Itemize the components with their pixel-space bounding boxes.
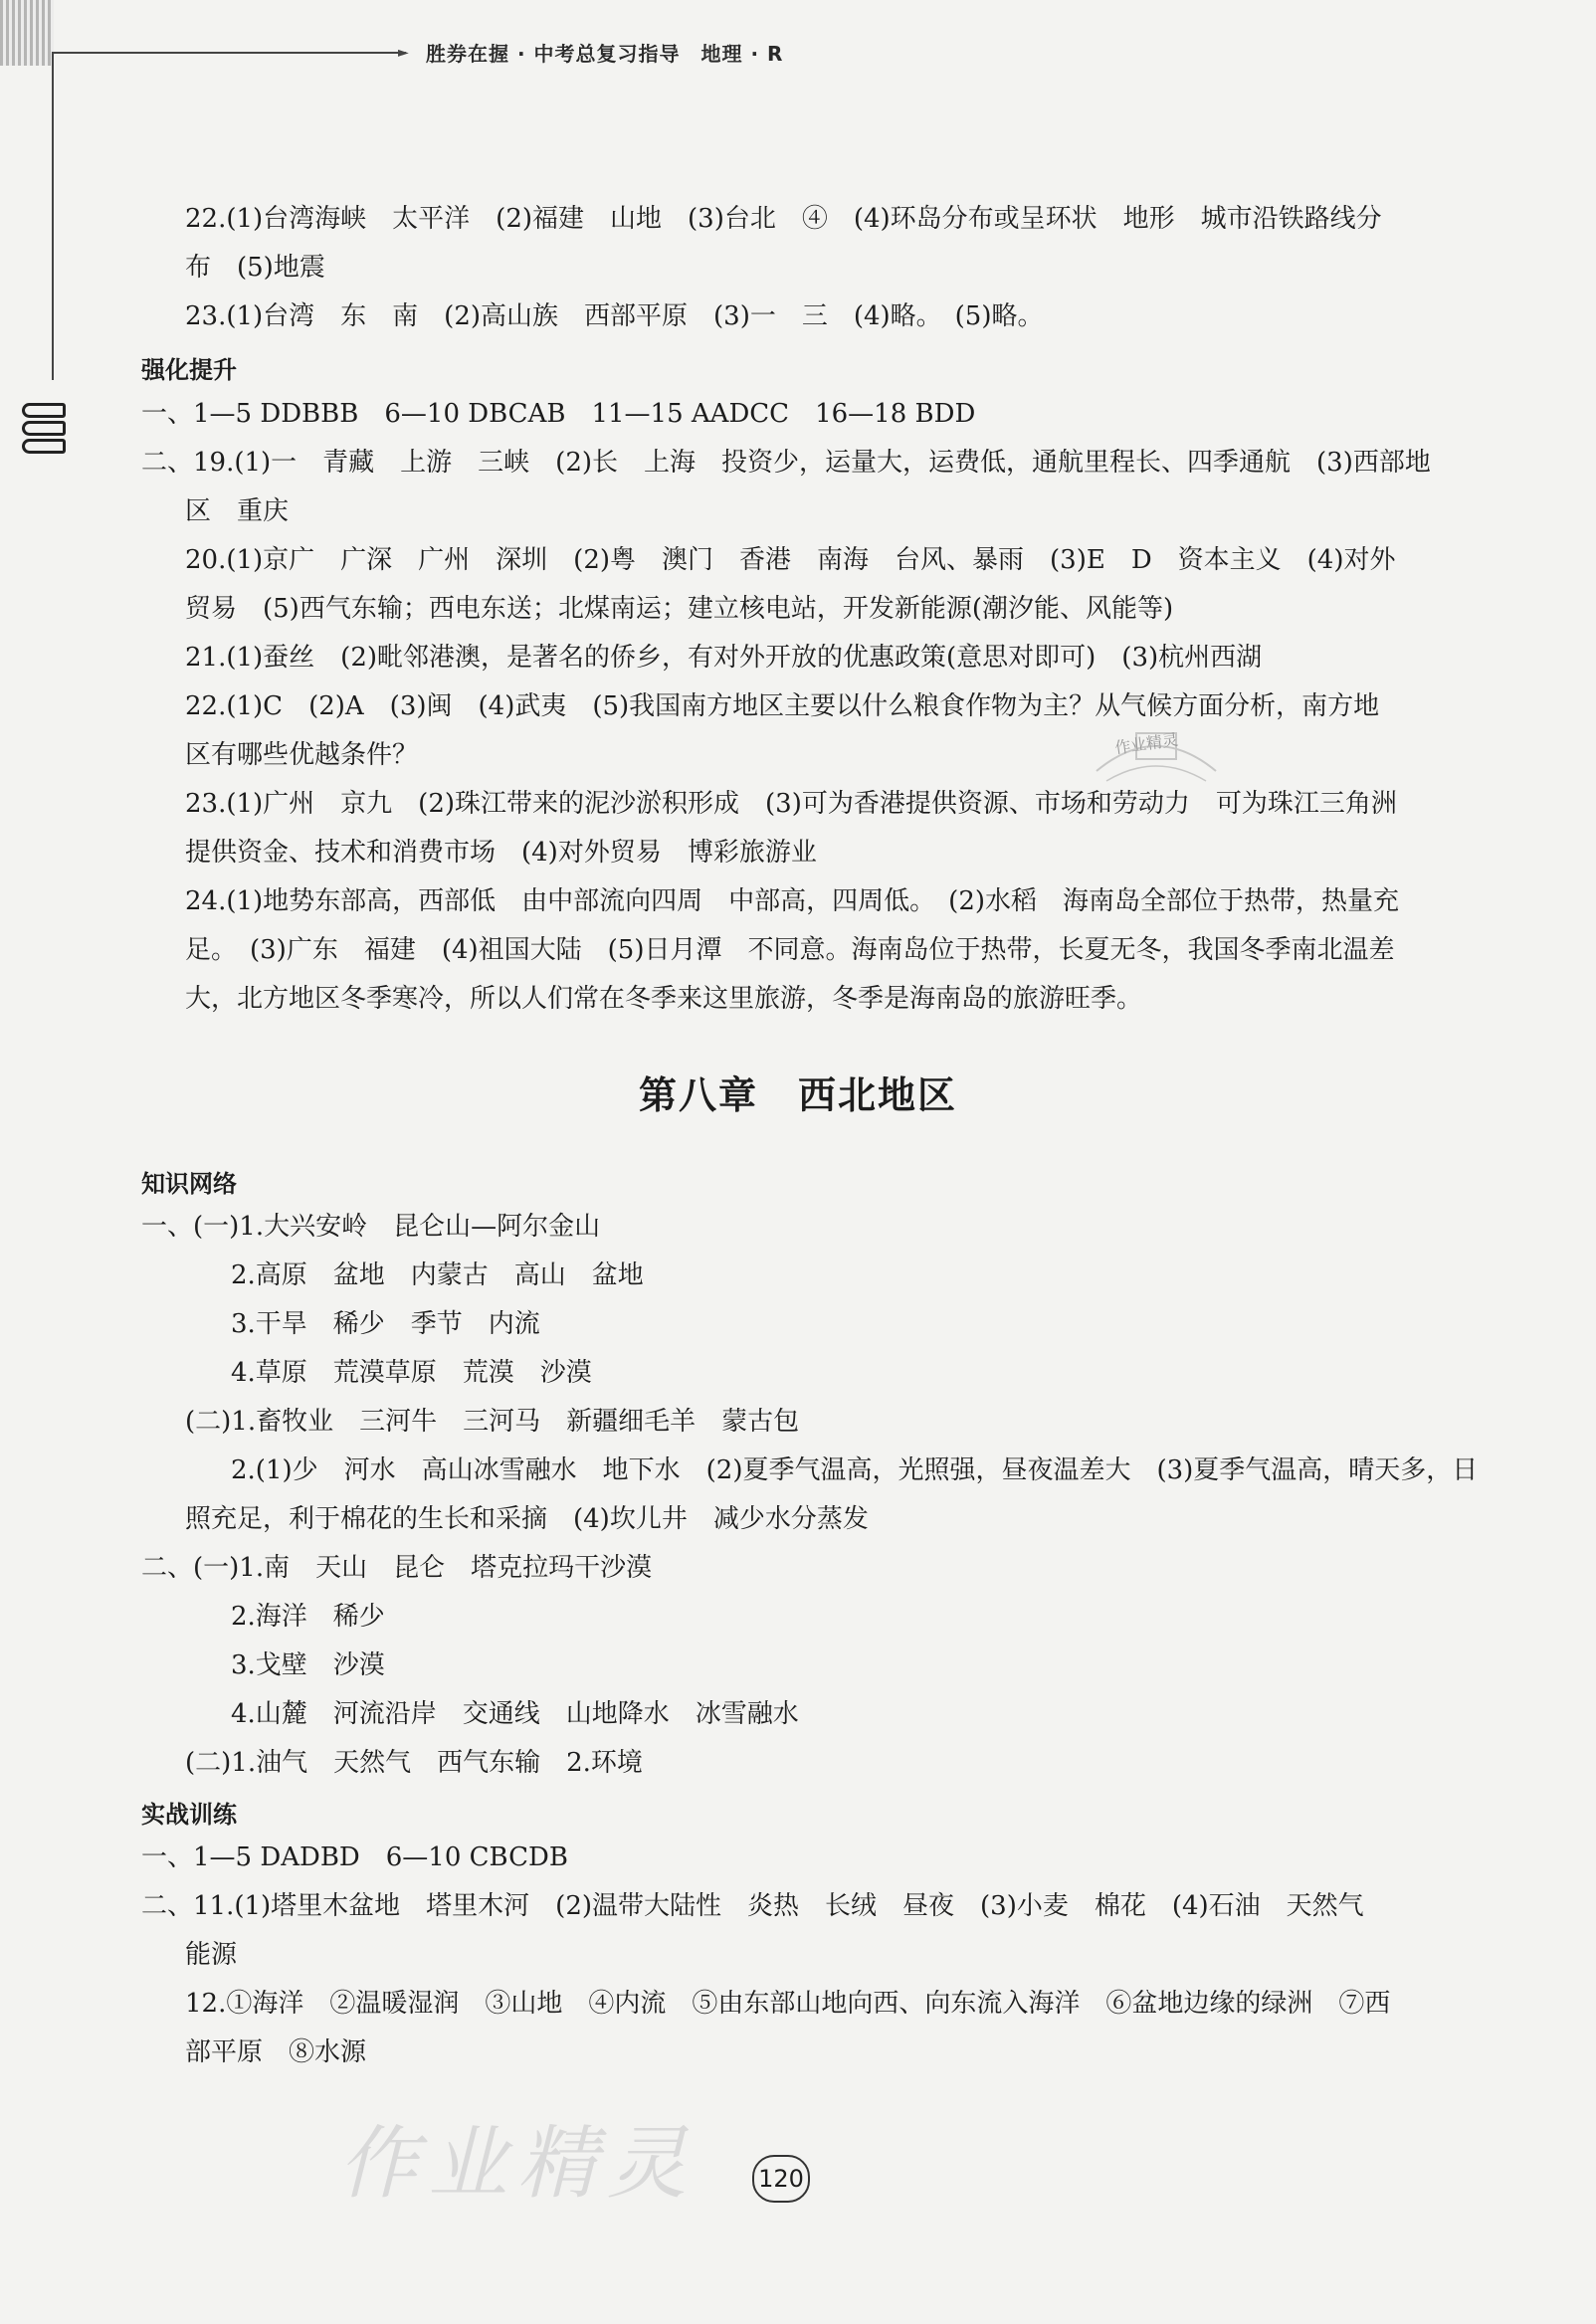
stamp-text: 作业精灵 <box>1113 729 1180 758</box>
answer-line: 21.(1)蚕丝 (2)毗邻港澳，是著名的侨乡，有对外开放的优惠政策(意思对即可) (3)杭州西湖 <box>185 643 1263 673</box>
answer-line: 区 重庆 <box>185 496 290 526</box>
running-header: 胜券在握 · 中考总复习指导 地理 · R <box>426 42 784 66</box>
answer-line: 12.①海洋 ②温暖湿润 ③山地 ④内流 ⑤由东部山地向西、向东流入海洋 ⑥盆地边缘的绿洲 ⑦西 <box>185 1989 1391 2019</box>
answer-line: (二)1.油气 天然气 西气东输 2.环境 <box>185 1748 643 1778</box>
corner-texture <box>0 0 54 66</box>
answer-line: 二、(一)1.南 天山 昆仑 塔克拉玛干沙漠 <box>141 1553 653 1583</box>
answer-line: 3.戈壁 沙漠 <box>231 1650 385 1680</box>
answer-line: 4.草原 荒漠草原 荒漠 沙漠 <box>231 1358 592 1388</box>
answer-line: 4.山麓 河流沿岸 交通线 山地降水 冰雪融水 <box>231 1699 799 1729</box>
arrow-icon: ► <box>398 45 409 61</box>
answer-line: 照充足，利于棉花的生长和采摘 (4)坎儿井 减少水分蒸发 <box>185 1504 869 1534</box>
watermark-text: 作业精灵 <box>338 2117 697 2210</box>
answer-line: 二、11.(1)塔里木盆地 塔里木河 (2)温带大陆性 炎热 长绒 昼夜 (3)小麦 棉花 (4)石油 天然气 <box>141 1891 1364 1921</box>
answer-line: 大，北方地区冬季寒冷，所以人们常在冬季来这里旅游，冬季是海南岛的旅游旺季。 <box>185 984 1143 1014</box>
section-heading: 实战训练 <box>141 1801 237 1829</box>
answer-line: 20.(1)京广 广深 广州 深圳 (2)粤 澳门 香港 南海 台风、暴雨 (3)E D 资本主义 (4)对外 <box>185 545 1396 575</box>
answer-line: 能源 <box>185 1940 238 1970</box>
answer-line: 足。 (3)广东 福建 (4)祖国大陆 (5)日月潭 不同意。海南岛位于热带，长夏无冬，我国冬季南北温差 <box>185 935 1395 965</box>
answer-line: 一、1—5 DADBD 6—10 CBCDB <box>141 1842 568 1872</box>
answer-line: 提供资金、技术和消费市场 (4)对外贸易 博彩旅游业 <box>185 838 817 868</box>
answer-line: 贸易 (5)西气东输；西电东送；北煤南运；建立核电站，开发新能源(潮汐能、风能等) <box>185 594 1174 624</box>
answer-line: 2.(1)少 河水 高山冰雪融水 地下水 (2)夏季气温高，光照强，昼夜温差大 (3)夏季气温高，晴天多，日 <box>231 1455 1479 1485</box>
section-heading: 强化提升 <box>141 356 237 384</box>
answer-line: 布 (5)地震 <box>185 253 325 283</box>
answer-line: 24.(1)地势东部高，西部低 由中部流向四周 中部高，四周低。 (2)水稻 海南岛全部位于热带，热量充 <box>185 886 1400 916</box>
answer-line: (二)1.畜牧业 三河牛 三河马 新疆细毛羊 蒙古包 <box>185 1407 800 1437</box>
answer-line: 2.海洋 稀少 <box>231 1602 385 1632</box>
answer-line: 二、19.(1)一 青藏 上游 三峡 (2)长 上海 投资少，运量大，运费低，通航里程长、四季通航 (3)西部地 <box>141 448 1431 478</box>
answer-line: 22.(1)C (2)A (3)闽 (4)武夷 (5)我国南方地区主要以什么粮食作物为主？从气候方面分析，南方地 <box>185 691 1380 721</box>
stamp-seal <box>1093 711 1220 811</box>
section-heading: 知识网络 <box>141 1170 237 1198</box>
answer-line: 一、1—5 DDBBB 6—10 DBCAB 11—15 AADCC 16—18 BDD <box>141 399 976 429</box>
header-rule <box>52 52 406 54</box>
answer-line: 23.(1)台湾 东 南 (2)高山族 西部平原 (3)一 三 (4)略。 (5)略。 <box>185 301 1044 331</box>
answer-line: 3.干旱 稀少 季节 内流 <box>231 1309 540 1339</box>
answer-line: 部平原 ⑧水源 <box>185 2037 367 2067</box>
chapter-title: 第八章 西北地区 <box>638 1073 957 1117</box>
answer-line: 23.(1)广州 京九 (2)珠江带来的泥沙淤积形成 (3)可为香港提供资源、市场和劳动力 可为珠江三角洲 <box>185 789 1397 819</box>
answer-line: 22.(1)台湾海峡 太平洋 (2)福建 山地 (3)台北 ④ (4)环岛分布或呈环状 地形 城市沿铁路线分 <box>185 204 1382 234</box>
page-number: 120 <box>752 2155 810 2203</box>
book-stack-icon <box>22 400 66 448</box>
margin-rule-vertical <box>52 52 54 380</box>
answer-line: 一、(一)1.大兴安岭 昆仑山—阿尔金山 <box>141 1212 601 1242</box>
answer-line: 2.高原 盆地 内蒙古 高山 盆地 <box>231 1260 644 1290</box>
answer-line: 区有哪些优越条件？ <box>185 740 419 770</box>
